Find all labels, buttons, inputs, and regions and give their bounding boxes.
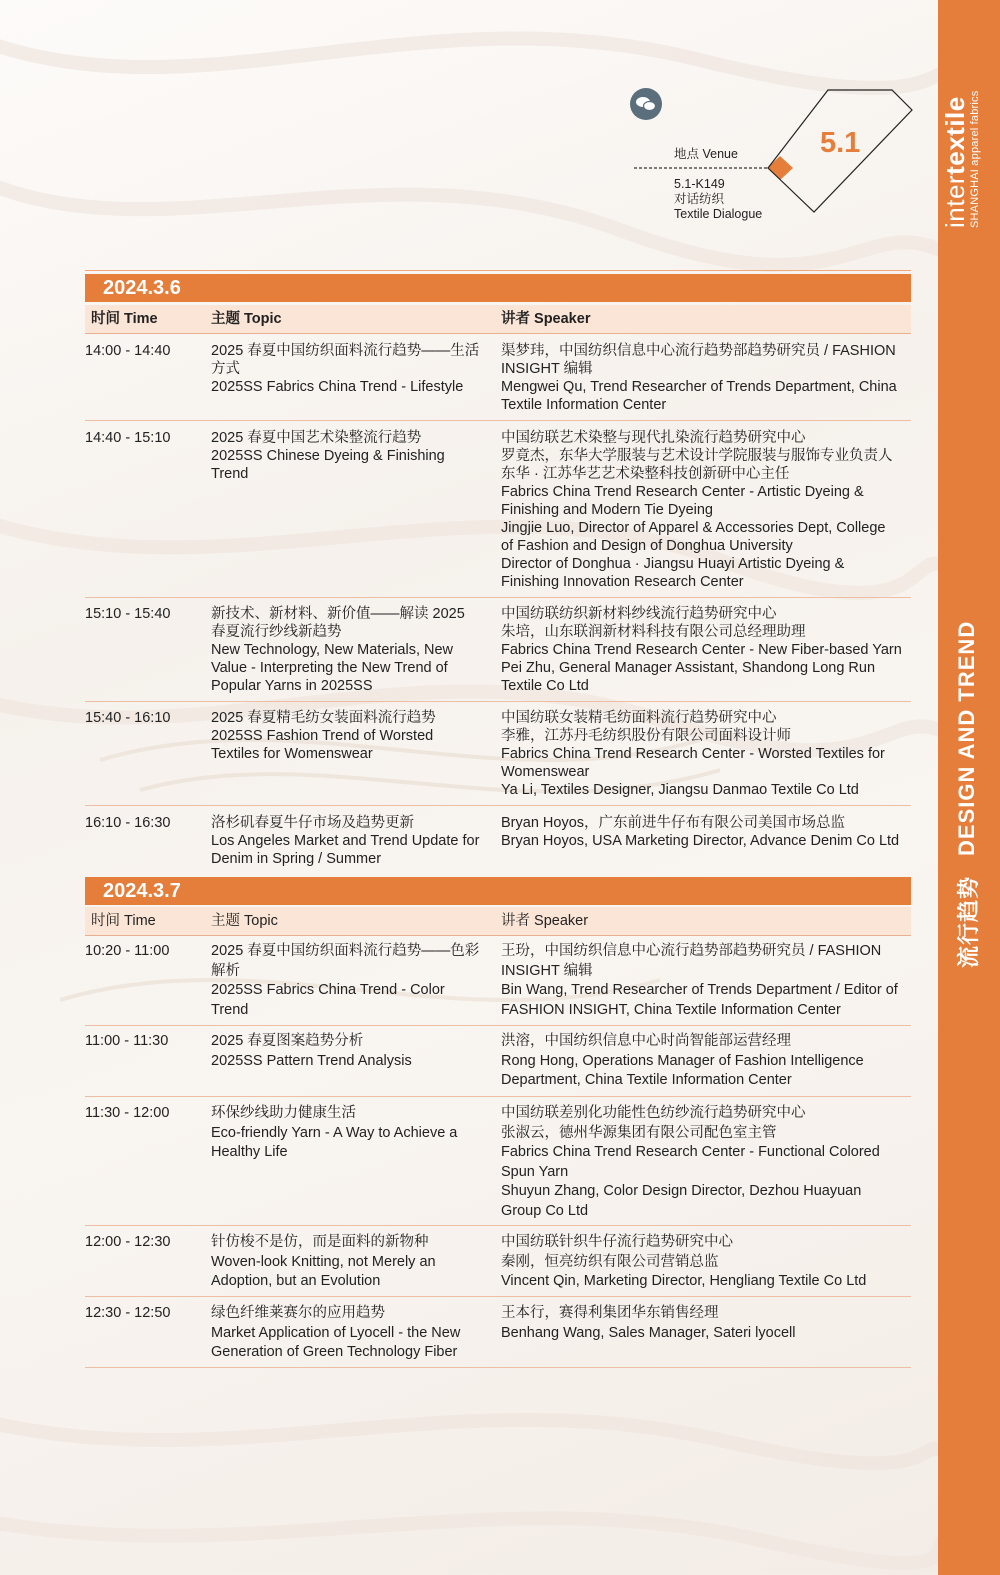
speaker-line: Ya Li, Textiles Designer, Jiangsu Danmao Textile Co Ltd [501, 782, 859, 798]
session-topic [211, 942, 496, 1020]
speaker-line: Group Co Ltd [501, 1202, 589, 1219]
topic-line: Trend [211, 466, 249, 482]
session-topic [211, 1032, 496, 1071]
session-time: 16:10 - 16:30 [85, 815, 171, 831]
session-speaker [501, 342, 913, 414]
topic-line: Popular Yarns in 2025SS [211, 678, 373, 694]
session-topic [211, 605, 496, 695]
speaker-line: FASHION INSIGHT, China Textile Information Center [501, 1001, 841, 1018]
speaker-line: Vincent Qin, Marketing Director, Hengliang Textile Co Ltd [501, 1273, 867, 1289]
topic-line: Eco-friendly Yarn - A Way to Achieve a [211, 1124, 458, 1141]
topic-line: Textiles for Womenswear [211, 746, 373, 762]
speaker-line: 洪溶，中国纺织信息中心时尚智能部运营经理 [501, 1033, 791, 1049]
hall-number: 5.1 [820, 127, 861, 159]
topic-line: 解析 [211, 962, 240, 979]
speaker-line: Finishing and Modern Tie Dyeing [501, 502, 713, 518]
topic-line: Healthy Life [211, 1144, 288, 1160]
topic-line: 春夏流行纱线新趋势 [211, 624, 342, 640]
speaker-line: Benhang Wang, Sales Manager, Sateri lyocell [501, 1324, 796, 1341]
session-speaker [501, 1104, 913, 1221]
session-time: 10:20 - 11:00 [85, 943, 170, 959]
brand-main-b: textile [940, 96, 970, 175]
speaker-line: 中国纺联女装精毛纺面料流行趋势研究中心 [501, 710, 777, 726]
topic-line: Generation of Green Technology Fiber [211, 1344, 458, 1360]
speaker-line: Textile Information Center [501, 397, 667, 413]
topic-line: 2025 春夏精毛纺女装面料流行趋势 [211, 710, 436, 726]
session-speaker [501, 709, 913, 799]
session-time: 11:30 - 12:00 [85, 1105, 170, 1121]
topic-line: 2025SS Chinese Dyeing & Finishing [211, 448, 445, 464]
brand-sub: SHANGHAI apparel fabrics [969, 90, 981, 228]
speaker-line: Bryan Hoyos，广东前进牛仔布有限公司美国市场总监 [501, 815, 846, 831]
topic-line: Los Angeles Market and Trend Update for [211, 833, 480, 849]
topic-line: 针仿梭不是仿，而是面料的新物种 [211, 1234, 429, 1250]
row-separator [85, 1096, 911, 1097]
session-speaker [501, 1304, 913, 1343]
header-speaker: 讲者 Speaker [501, 311, 591, 327]
speaker-line: Fabrics China Trend Research Center - Functional Colored [501, 1144, 880, 1160]
section-label-en: DESIGN AND TREND [954, 620, 979, 856]
row-separator [85, 805, 911, 806]
topic-line: 洛杉矶春夏牛仔市场及趋势更新 [211, 815, 414, 831]
speaker-line: 罗竟杰，东华大学服装与艺术设计学院服装与服饰专业负责人 [501, 448, 893, 464]
header-time: 时间 Time [91, 913, 156, 929]
speaker-line: Department, China Textile Information Center [501, 1072, 792, 1088]
speaker-line: Spun Yarn [501, 1163, 569, 1180]
speaker-line: 中国纺联差别化功能性色纺纱流行趋势研究中心 [501, 1105, 806, 1121]
section-label [947, 568, 987, 968]
intertextile-logo [942, 8, 1000, 228]
speaker-line: 王玢，中国纺织信息中心流行趋势部趋势研究员 / FASHION [501, 943, 882, 959]
day-divider [85, 270, 911, 271]
row-separator [85, 1296, 911, 1297]
session-time: 12:30 - 12:50 [85, 1305, 171, 1321]
topic-line: 方式 [211, 361, 240, 377]
topic-line: 环保纱线助力健康生活 [211, 1105, 356, 1121]
session-topic [211, 709, 496, 763]
speaker-line: 王本行，赛得利集团华东销售经理 [501, 1305, 719, 1321]
speaker-line: Shuyun Zhang, Color Design Director, Dezhou Huayuan [501, 1183, 862, 1199]
session-speaker [501, 942, 913, 1020]
session-topic [211, 342, 496, 396]
row-separator [85, 1367, 911, 1368]
speaker-line: 渠梦玮，中国纺织信息中心流行趋势部趋势研究员 / FASHION [501, 343, 896, 359]
speaker-line: Fabrics China Trend Research Center - New Fiber-based Yarn [501, 642, 902, 658]
session-topic [211, 429, 496, 483]
topic-line: Trend [211, 1001, 249, 1018]
table-header [85, 907, 911, 936]
row-separator [85, 1025, 911, 1026]
session-topic [211, 1104, 496, 1163]
header-time: 时间 Time [91, 311, 158, 327]
topic-line: 2025SS Fashion Trend of Worsted [211, 728, 434, 744]
session-topic [211, 1233, 496, 1292]
topic-line: 新技术、新材料、新价值——解读 2025 [211, 606, 465, 622]
session-time: 11:00 - 11:30 [85, 1033, 169, 1049]
topic-line: Adoption, but an Evolution [211, 1273, 381, 1289]
speaker-line: Textile Co Ltd [501, 678, 589, 694]
speaker-line: INSIGHT 编辑 [501, 361, 593, 377]
header-speaker: 讲者 Speaker [501, 913, 589, 929]
session-speaker [501, 429, 913, 591]
session-time: 14:00 - 14:40 [85, 343, 171, 359]
topic-line: 2025 春夏中国艺术染整流行趋势 [211, 430, 422, 446]
session-topic [211, 814, 496, 868]
dialogue-icon [630, 88, 662, 120]
day-date: 2024.3.6 [85, 274, 911, 302]
session-speaker [501, 814, 913, 850]
section-label-cn: 流行趋势 [955, 875, 981, 968]
speaker-line: 东华 · 江苏华艺艺术染整科技创新研中心主任 [501, 466, 790, 482]
topic-line: 2025SS Pattern Trend Analysis [211, 1052, 412, 1069]
day-date: 2024.3.7 [85, 877, 911, 905]
speaker-line: Rong Hong, Operations Manager of Fashion Intelligence [501, 1052, 864, 1069]
session-speaker [501, 1032, 913, 1091]
topic-line: Value - Interpreting the New Trend of [211, 660, 448, 676]
speaker-line: 朱培，山东联润新材料科技有限公司总经理助理 [501, 624, 806, 640]
topic-line: Market Application of Lyocell - the New [211, 1324, 461, 1341]
row-separator [85, 1225, 911, 1226]
topic-line: 2025SS Fabrics China Trend - Color [211, 982, 445, 998]
row-separator [85, 597, 911, 598]
speaker-line: 张淑云，德州华源集团有限公司配色室主管 [501, 1124, 777, 1141]
speaker-line: Fabrics China Trend Research Center - Artistic Dyeing & [501, 484, 864, 500]
speaker-line: Pei Zhu, General Manager Assistant, Shandong Long Run [501, 660, 876, 676]
topic-line: 2025 春夏图案趋势分析 [211, 1033, 364, 1049]
venue-block [630, 88, 920, 221]
session-time: 15:40 - 16:10 [85, 710, 171, 726]
topic-line: 2025 春夏中国纺织面料流行趋势——生活 [211, 343, 480, 359]
row-separator [85, 420, 911, 421]
session-topic [211, 1304, 496, 1363]
table-header [85, 305, 911, 334]
session-speaker [501, 1233, 913, 1292]
speaker-line: Womenswear [501, 764, 590, 780]
brand-main-a: inter [940, 174, 970, 228]
speaker-line: 中国纺联针织牛仔流行趋势研究中心 [501, 1234, 733, 1250]
room-info [674, 177, 762, 222]
room-name-cn: 对话纺织 [674, 192, 725, 206]
speaker-line: INSIGHT 编辑 [501, 962, 593, 979]
speaker-line: Bryan Hoyos, USA Marketing Director, Advance Denim Co Ltd [501, 833, 900, 849]
venue-label: 地点 Venue [674, 147, 738, 161]
session-speaker [501, 605, 913, 695]
room-code: 5.1-K149 [674, 177, 725, 191]
topic-line: 绿色纤维莱赛尔的应用趋势 [211, 1305, 385, 1321]
speaker-line: Fabrics China Trend Research Center - Worsted Textiles for [501, 746, 885, 762]
row-separator [85, 701, 911, 702]
session-time: 15:10 - 15:40 [85, 606, 171, 622]
speaker-line: of Fashion and Design of Donghua University [501, 538, 793, 554]
topic-line: 2025 春夏中国纺织面料流行趋势——色彩 [211, 943, 480, 959]
speaker-line: Director of Donghua · Jiangsu Huayi Artistic Dyeing & [501, 556, 845, 572]
speaker-line: Mengwei Qu, Trend Researcher of Trends Department, China [501, 379, 897, 395]
speaker-line: Bin Wang, Trend Researcher of Trends Department / Editor of [501, 982, 898, 998]
speaker-line: Jingjie Luo, Director of Apparel & Accessories Dept, College [501, 520, 886, 536]
header-topic: 主题 Topic [211, 913, 278, 929]
header-topic: 主题 Topic [211, 311, 282, 327]
topic-line: 2025SS Fabrics China Trend - Lifestyle [211, 379, 464, 395]
speaker-line: 李雅，江苏丹毛纺织股份有限公司面料设计师 [501, 728, 791, 744]
room-name-en: Textile Dialogue [674, 207, 763, 221]
speaker-line: 中国纺联艺术染整与现代扎染流行趋势研究中心 [501, 430, 806, 446]
speaker-line: 中国纺联纺织新材料纱线流行趋势研究中心 [501, 606, 777, 622]
speaker-line: 秦刚，恒亮纺织有限公司营销总监 [501, 1253, 719, 1270]
speaker-line: Finishing Innovation Research Center [501, 574, 744, 590]
topic-line: Woven-look Knitting, not Merely an [211, 1253, 436, 1270]
session-time: 14:40 - 15:10 [85, 430, 171, 446]
topic-line: New Technology, New Materials, New [211, 642, 454, 658]
session-time: 12:00 - 12:30 [85, 1234, 171, 1250]
topic-line: Denim in Spring / Summer [211, 851, 382, 867]
